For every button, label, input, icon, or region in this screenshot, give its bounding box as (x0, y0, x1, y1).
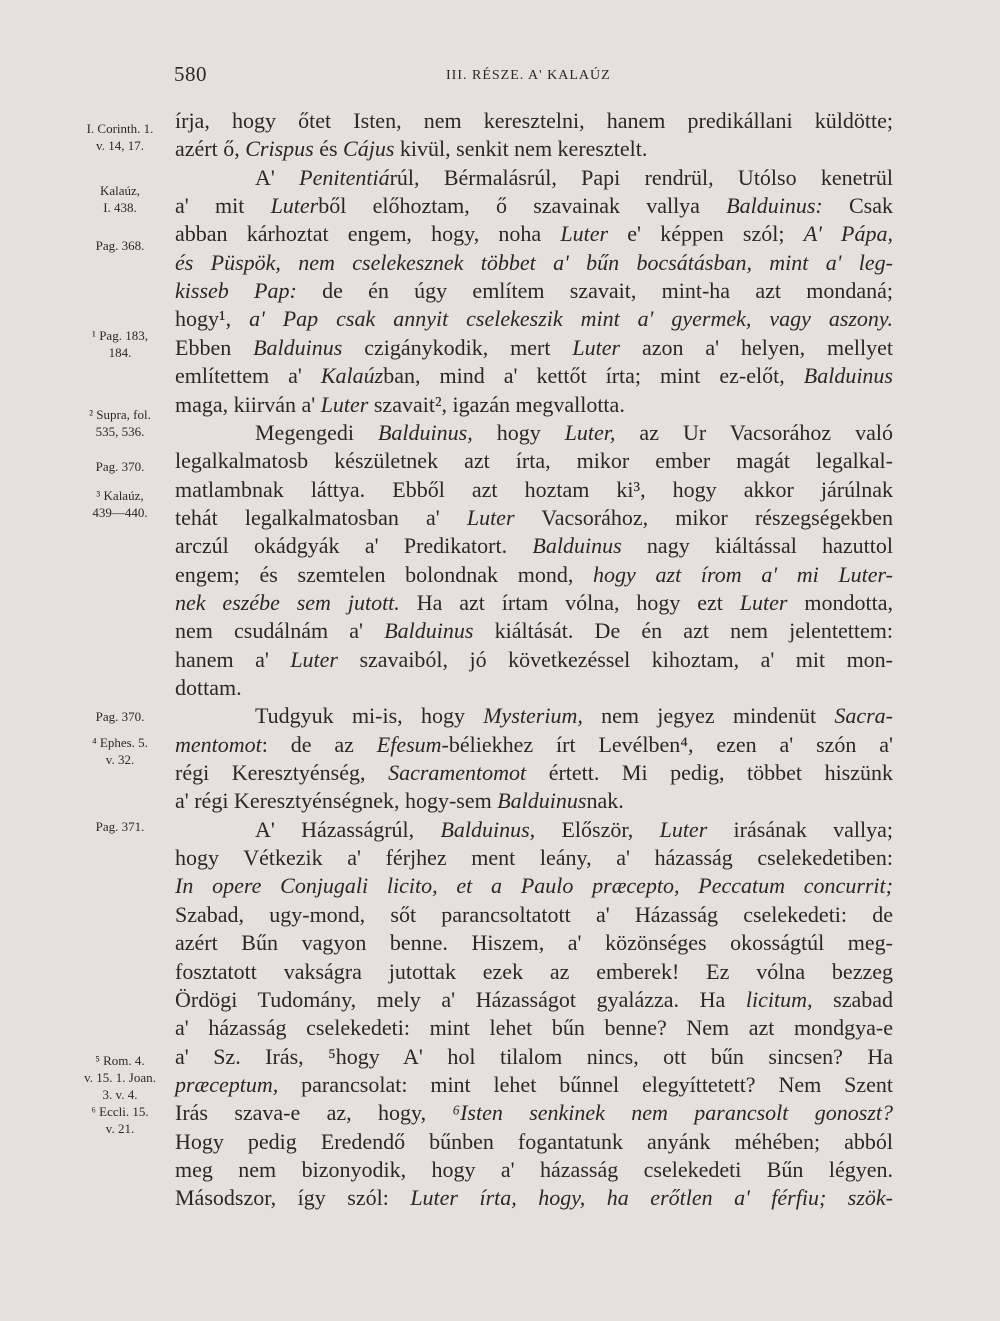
text-segment: szavait², igazán megvallotta. (368, 391, 625, 417)
text-line (175, 760, 893, 787)
text-segment: a' mit (175, 193, 271, 219)
text-segment: Tudgyuk mi-is, hogy (255, 703, 484, 729)
text-line (175, 647, 893, 674)
text-segment: Hogy pedig Eredendő bűnben fogantatunk anyánk méhében; abból (175, 1128, 893, 1154)
text-segment: parancsolat: mint lehet bűnnel elegyíttetett? Nem Szent (278, 1071, 893, 1097)
italic-segment: Luter (572, 334, 621, 360)
text-line (175, 732, 893, 759)
text-segment: nem jegyez mindenüt (582, 703, 835, 729)
text-segment: engem; és szemtelen bolondnak mond, (175, 561, 594, 587)
text-segment: azért Bűn vagyon benne. Hiszem, a' közönséges okosságtúl meg- (175, 930, 893, 956)
text-segment: ből előhoztam, ő szavainak vallya (318, 193, 727, 219)
text-line (175, 108, 893, 135)
italic-segment: Luter (466, 504, 515, 530)
italic-segment: Cájus (343, 136, 395, 162)
text-line (175, 136, 893, 163)
italic-segment: Balduinus: (726, 193, 823, 219)
text-line (175, 193, 893, 220)
text-line (175, 250, 893, 277)
running-title: III. RÉSZE. A' KALAÚZ (446, 68, 611, 83)
text-line (175, 477, 893, 504)
margin-note: Pag. 371. (95, 819, 145, 834)
italic-segment: Crispus (245, 136, 314, 162)
margin-note: ⁴ Ephes. 5. v. 32. (92, 735, 148, 767)
italic-segment: hogy azt írom a' mi Luter- (593, 561, 894, 587)
italic-segment: A' Pápa, (803, 221, 893, 247)
italic-segment: Balduinus, (377, 419, 473, 445)
text-line (175, 1129, 893, 1156)
text-segment: a' Sz. Irás, ⁵hogy A' hol tilalom nincs, ott bűn sincsen? Ha (175, 1043, 893, 1069)
margin-notes (0, 0, 175, 1321)
text-segment: értett. Mi pedig, többet hiszünk (526, 760, 894, 786)
text-segment: : de az (261, 731, 377, 757)
text-segment: Másodszor, így szól: (175, 1185, 411, 1211)
text-segment: említettem a' (175, 363, 321, 389)
text-segment: rúl, Bérmalásrúl, Papi rendrül, Utólso kenetrül (389, 164, 893, 190)
italic-segment: Luter (739, 589, 788, 615)
text-segment: de én úgy említem szavait, mint-ha azt mondaná; (296, 278, 894, 304)
italic-segment: Balduinus (384, 618, 474, 644)
text-line (175, 987, 893, 1014)
margin-note: ⁵ Rom. 4. v. 15. 1. Joan. 3. v. 4. ⁶ Eccli. 15. v. 21. (84, 1053, 156, 1136)
text-line (175, 562, 893, 589)
text-segment: A' (255, 164, 300, 190)
italic-segment: Balduinus, (440, 816, 536, 842)
italic-segment: Luter (320, 391, 369, 417)
text-segment: kivül, senkit nem keresztelt. (394, 136, 648, 162)
margin-note: Pag. 368. (95, 238, 145, 253)
text-segment: Csak (822, 193, 894, 219)
text-line (175, 845, 893, 872)
text-line (175, 1100, 893, 1127)
text-segment: czigánykodik, mert (342, 334, 573, 360)
italic-segment: ⁶Isten senkinek nem parancsolt gonoszt? (452, 1100, 893, 1126)
text-line (175, 902, 893, 929)
italic-segment: præceptum, (175, 1071, 279, 1097)
text-segment: dottam. (175, 675, 242, 700)
text-segment: nagy kiáltással hazuttol (621, 533, 894, 559)
text-segment: hogy Vétkezik a' férjhez ment leány, a' házasság cselekedetiben: (175, 845, 893, 871)
margin-note: ³ Kalaúz, 439—440. (92, 488, 148, 520)
margin-note: ² Supra, fol. 535, 536. (89, 407, 151, 439)
margin-note: Pag. 370. (95, 709, 145, 724)
text-segment: meg nem bizonyodik, hogy a' házasság cselekedeti Bűn légyen. (175, 1156, 893, 1182)
text-line (175, 703, 893, 730)
text-segment: e' képpen szól; (608, 221, 804, 247)
text-segment: régi Keresztyénség, (175, 760, 389, 786)
text-line (175, 618, 893, 645)
text-segment: Szabad, ugy-mond, sőt parancsoltatott a' Házasság cselekedeti: de (175, 901, 893, 927)
text-segment: fosztatott vakságra jutottak ezek az emberek! Ez vólna bezzeg (175, 958, 893, 984)
text-line (175, 165, 893, 192)
italic-segment: Luter (659, 816, 708, 842)
text-segment: -béliekhez írt Levélben⁴, ezen a' szón a' (441, 731, 893, 757)
text-segment: írja, hogy őtet Isten, nem keresztelni, hanem predikállani küldötte; (175, 108, 893, 133)
text-line (175, 817, 893, 844)
text-segment: nak. (586, 788, 624, 814)
text-line (175, 1044, 893, 1071)
text-segment: Irás szava-e az, hogy, (175, 1100, 453, 1126)
text-segment: Ebben (175, 334, 254, 360)
italic-segment: Balduinus (532, 533, 622, 559)
italic-segment: Luter (290, 646, 338, 672)
italic-segment: Mysterium, (483, 703, 583, 729)
text-line (175, 930, 893, 957)
text-segment: az Ur Vacsorához való (615, 419, 894, 445)
text-line (175, 278, 893, 305)
text-line (175, 420, 893, 447)
text-segment: Vacsorához, mikor részegségekben (514, 504, 893, 530)
text-line (175, 1015, 893, 1042)
margin-note: Pag. 370. (95, 459, 145, 474)
italic-segment: Balduinus (497, 788, 587, 814)
text-segment: azon a' helyen, mellyet (620, 334, 893, 360)
text-line (175, 675, 893, 702)
text-line (175, 392, 893, 419)
text-segment: szabad (812, 986, 893, 1012)
italic-segment: Luter írta, hogy, ha erőtlen a' férfiu; szök- (410, 1185, 894, 1211)
text-segment: és (313, 136, 344, 162)
text-line (175, 1072, 893, 1099)
text-segment: irásának vallya; (707, 816, 893, 842)
text-segment: abban kárhoztat engem, hogy, noha (175, 221, 561, 247)
text-segment: ban, mind a' kettőt írta; mint ez-előt, (383, 363, 804, 389)
text-segment: mondotta, (787, 589, 893, 615)
margin-note: ¹ Pag. 183, 184. (92, 328, 148, 360)
italic-segment: Sacra- (834, 703, 893, 729)
text-segment: arczúl okádgyák a' Predikatort. (175, 533, 533, 559)
text-segment: hogy¹, (175, 306, 250, 332)
text-segment: maga, kiirván a' (175, 391, 321, 417)
italic-segment: és Püspök, nem cselekesznek többet a' bűn bocsátásban, mint a' leg- (175, 249, 893, 275)
text-segment: nem csudálnám a' (175, 618, 385, 644)
text-line (175, 959, 893, 986)
italic-segment: a' Pap csak annyit cselekeszik mint a' gyermek, vagy aszony. (249, 306, 893, 332)
text-segment: szavaiból, jó következéssel kihoztam, a' mit mon- (338, 646, 894, 672)
italic-segment: Penitentiá (299, 164, 390, 190)
italic-segment: Kalaúz (320, 363, 384, 389)
text-segment: Ördögi Tudomány, mely a' Házasságot gyalázza. Ha (175, 986, 746, 1012)
text-line (175, 306, 893, 333)
italic-segment: Balduinus (803, 363, 893, 389)
text-segment: azért ő, (175, 136, 246, 162)
italic-segment: In opere Conjugali licito, et a Paulo præcepto, Peccatum concurrit; (175, 873, 893, 899)
page-number: 580 (174, 62, 207, 86)
italic-segment: licitum, (745, 986, 813, 1012)
text-segment: Ha azt írtam vólna, hogy ezt (399, 589, 740, 615)
text-line (175, 363, 893, 390)
italic-segment: Luter (270, 193, 319, 219)
text-line (175, 448, 893, 475)
text-segment: kiáltását. De én azt nem jelentettem: (473, 618, 893, 644)
text-segment: a' régi Keresztyénségnek, hogy-sem (175, 788, 498, 814)
text-line (175, 335, 893, 362)
italic-segment: Luter, (564, 419, 616, 445)
text-segment: matlambnak láttya. Ebből azt hoztam ki³, hogy akkor járúlnak (175, 476, 893, 502)
text-line (175, 590, 893, 617)
text-segment: hogy (472, 419, 565, 445)
italic-segment: nek eszébe sem jutott. (175, 589, 400, 615)
text-segment: A' Házasságrúl, (255, 816, 441, 842)
text-line (175, 1157, 893, 1184)
italic-segment: mentomot (175, 731, 262, 757)
italic-segment: Efesum (376, 731, 442, 757)
margin-note: I. Corinth. 1. v. 14, 17. (86, 121, 154, 153)
text-line (175, 873, 893, 900)
text-line (175, 505, 893, 532)
margin-note: Kalaúz, I. 438. (99, 183, 141, 215)
text-line (175, 1185, 893, 1212)
text-segment: a' házasság cselekedeti: mint lehet bűn benne? Nem azt mondgya-e (175, 1015, 893, 1041)
text-line (175, 533, 893, 560)
italic-segment: kisseb Pap: (175, 278, 297, 304)
text-segment: hanem a' (175, 646, 291, 672)
text-segment: Megengedi (255, 419, 378, 445)
text-line (175, 221, 893, 248)
italic-segment: Luter (560, 221, 609, 247)
text-segment: legalkalmatosb készületnek azt írta, mikor ember magát legalkal- (175, 448, 893, 474)
text-segment: Először, (535, 816, 660, 842)
text-segment: tehát legalkalmatosban a' (175, 504, 467, 530)
text-line (175, 788, 893, 815)
italic-segment: Balduinus (253, 334, 343, 360)
italic-segment: Sacramentomot (388, 760, 527, 786)
